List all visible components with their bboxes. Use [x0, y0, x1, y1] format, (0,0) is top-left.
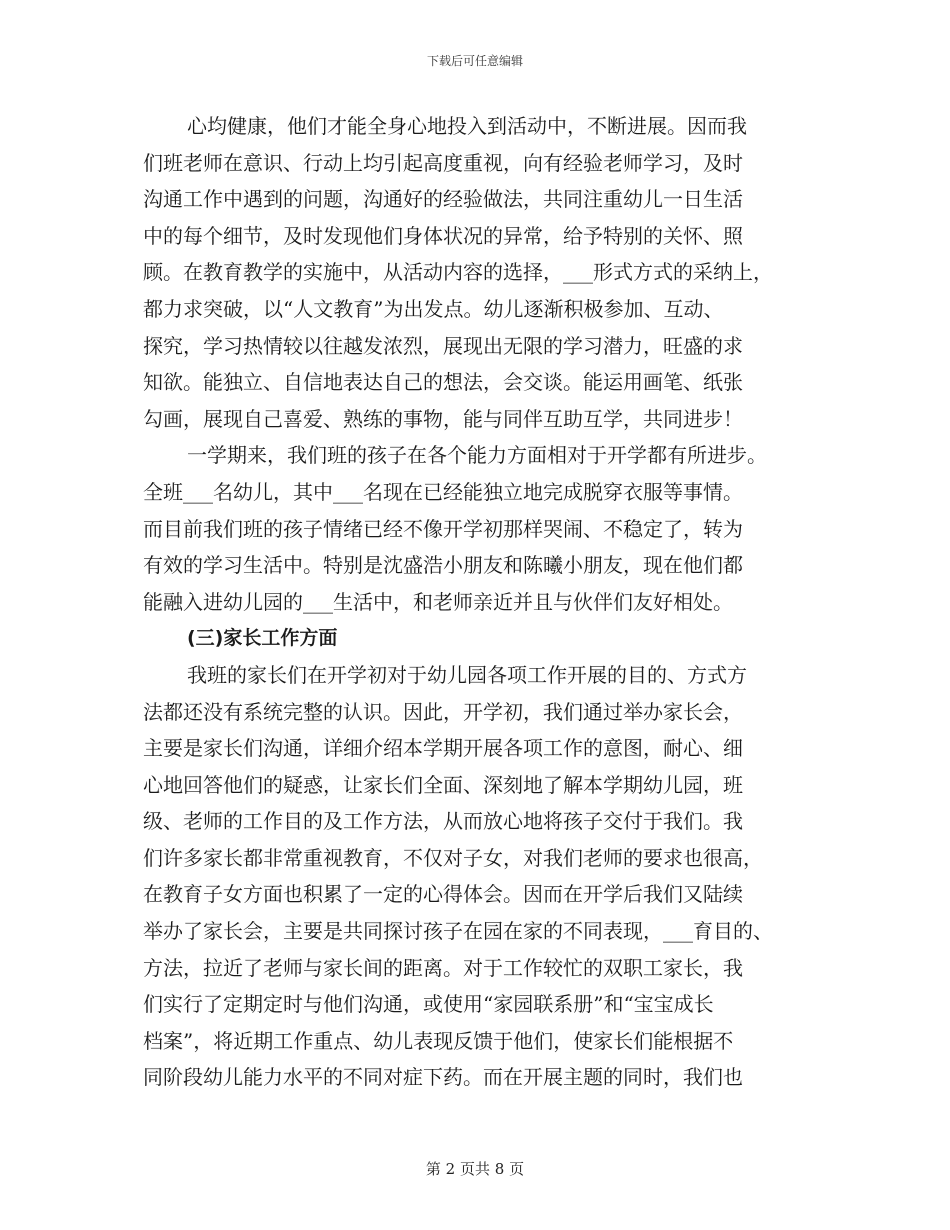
- text-line: 们班老师在意识、行动上均引起高度重视，向有经验老师学习，及时: [143, 150, 743, 175]
- text-line: 级、老师的工作目的及工作方法，从而放心地将孩子交付于我们。我: [143, 809, 743, 834]
- text-line: 心地回答他们的疑惑，让家长们全面、深刻地了解本学期幼儿园，班: [143, 772, 743, 797]
- page-number: 第 2 页共 8 页: [425, 1160, 525, 1178]
- text-line: 们实行了定期定时与他们沟通，或使用“家园联系册”和“宝宝成长: [143, 992, 714, 1017]
- text-line: 同阶段幼儿能力水平的不同对症下药。而在开展主题的同时，我们也: [143, 1065, 743, 1090]
- text-line: 有效的学习生活中。特别是沈盛浩小朋友和陈曦小朋友，现在他们都: [143, 553, 743, 578]
- text-line: 主要是家长们沟通，详细介绍本学期开展各项工作的意图，耐心、细: [143, 736, 743, 761]
- text-line: 法都还没有系统完整的认识。因此，开学初，我们通过举办家长会，: [143, 699, 743, 724]
- text-line: 勾画，展现自己喜爱、熟练的事物，能与同伴互助互学，共同进步！: [143, 406, 743, 431]
- text-line: 探究，学习热情较以往越发浓烈，展现出无限的学习潜力，旺盛的求: [143, 333, 743, 358]
- text-line: 而目前我们班的孩子情绪已经不像开学初那样哭闹、不稳定了，转为: [143, 516, 743, 541]
- text-line: 中的每个细节，及时发现他们身体状况的异常，给予特别的关怀、照: [143, 223, 743, 248]
- text-line: 方法，拉近了老师与家长间的距离。对于工作较忙的双职工家长，我: [143, 955, 743, 980]
- text-line: 们许多家长都非常重视教育，不仅对子女，对我们老师的要求也很高，: [143, 845, 763, 870]
- text-line: 能融入进幼儿园的___生活中，和老师亲近并且与伙伴们友好相处。: [143, 589, 733, 614]
- text-line: 知欲。能独立、自信地表达自己的想法，会交谈。能运用画笔、纸张: [143, 370, 743, 395]
- text-line: 全班___名幼儿，其中___名现在已经能独立地完成脱穿衣服等事情。: [143, 479, 743, 504]
- text-line: 档案”，将近期工作重点、幼儿表现反馈于他们，使家长们能根据不: [143, 1028, 734, 1053]
- text-line: 心均健康，他们才能全身心地投入到活动中，不断进展。因而我: [187, 114, 747, 138]
- page-header-note: 下载后可任意编辑: [426, 54, 523, 68]
- text-line: 都力求突破，以“人文教育”为出发点。幼儿逐渐积极参加、互动、: [143, 296, 724, 321]
- text-line: 顾。在教育教学的实施中，从活动内容的选择，___形式方式的采纳上，: [143, 260, 773, 285]
- section-heading: (三)家长工作方面: [187, 627, 338, 650]
- document-body: [143, 108, 823, 1096]
- text-line: 我班的家长们在开学初对于幼儿园各项工作开展的目的、方式方: [187, 662, 747, 687]
- text-line: 举办了家长会，主要是共同探讨孩子在园在家的不同表现，___育目的、: [143, 919, 773, 944]
- text-line: 沟通工作中遇到的问题，沟通好的经验做法，共同注重幼儿一日生活: [143, 187, 743, 212]
- text-line: 在教育子女方面也积累了一定的心得体会。因而在开学后我们又陆续: [143, 882, 743, 907]
- text-line: 一学期来，我们班的孩子在各个能力方面相对于开学都有所进步。: [187, 443, 767, 468]
